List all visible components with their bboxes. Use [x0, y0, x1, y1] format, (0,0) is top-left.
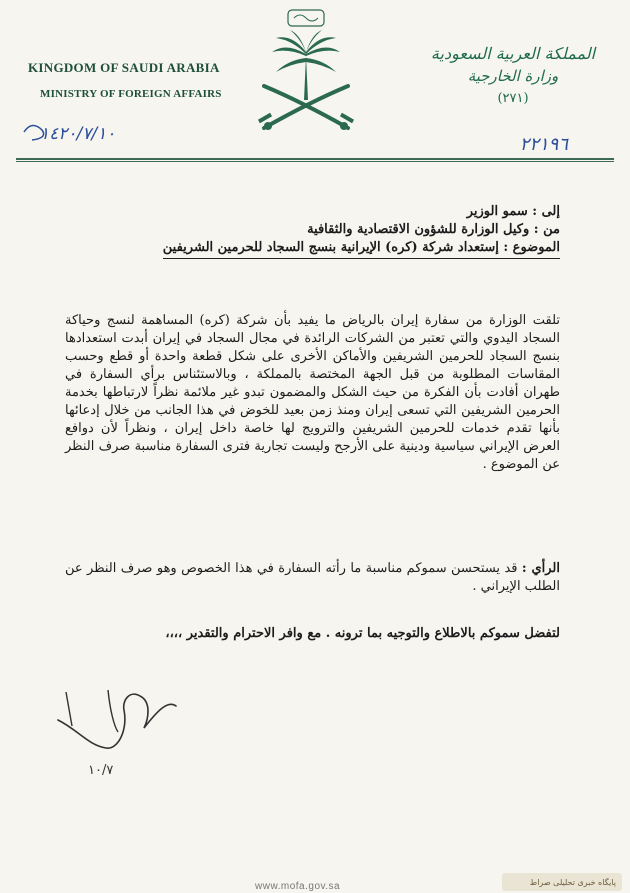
letterhead-arabic — [418, 44, 608, 106]
letterhead-ref-code: (٢٧١) — [497, 91, 529, 106]
footer-website: www.mofa.gov.sa — [255, 881, 341, 892]
signature-date: ١٠/٧ — [88, 763, 114, 778]
from-line: من : وكيل الوزارة للشؤون الاقتصادية والثقافية — [307, 222, 560, 237]
closing-line: لتفضل سموكم بالاطلاع والتوجيه بما ترونه . مع وافر الاحترام والتقدير ،،،، — [165, 626, 560, 641]
opinion-text: قد يستحسن سموكم مناسبة ما رأته السفارة في هذا الخصوص وهو صرف النظر عن الطلب الإيراني . — [65, 561, 560, 594]
letterhead-english — [28, 60, 222, 100]
handwritten-ref-number: ٢٢١٩٦ — [519, 134, 568, 155]
handwritten-signature — [48, 670, 198, 780]
opinion-paragraph — [65, 560, 560, 596]
header-divider-thin — [16, 161, 614, 162]
opinion-label: الرأي : — [521, 561, 561, 576]
header-divider — [16, 158, 614, 160]
watermark-text: پایگاه خبری تحلیلی صراط — [529, 878, 616, 887]
saudi-emblem-icon — [244, 8, 368, 140]
subject-line: الموضوع : إستعداد شركة (كره) الإيرانية بنسج السجاد للحرمين الشريفين — [163, 239, 560, 259]
main-paragraph: تلقت الوزارة من سفارة إيران بالرياض ما يفيد بأن شركة (كره) المساهمة لنسج وحياكة السجاد اليدوي والتي تعتبر من الشركات الرائدة في مجال السجاد في إيران أبدت استعدادها بنسج السجاد للحرمين الشريفين والأماكن الأخرى على شكل قطعة واحدة أو قطع وحسب المقاسات المطلوبة من قبل الجهة المختصة بالمملكة ، وبالاستئناس برأي السفارة في طهران أفادت بأن الفكرة من حيث الشكل والمضمون تبدو غير ملائمة نظراً لارتباطها بخدمة الحرمين الشريفين التي تسعى إيران ومنذ زمن بعيد للخوض في هذا الجانب من خلال إدعائها بأنها تقدم خدمات للحرمين الشريفين والترويج لها خاصة داخل إيران ، ونظراً لأن دوافع العرض الإيراني سياسية ودينية على الأرجح وليست تجارية فترى السفارة مناسبة صرف النظر عن الموضوع . — [65, 313, 560, 472]
kingdom-name-en: KINGDOM OF SAUDI ARABIA — [28, 60, 220, 75]
handwritten-date: ١٤٢٠/٧/١٠ — [40, 124, 116, 144]
ministry-name-ar: وزارة الخارجية — [467, 67, 559, 85]
kingdom-name-ar: المملكة العربية السعودية — [430, 44, 596, 63]
to-line: إلى : سمو الوزير — [466, 204, 560, 219]
footer — [0, 871, 630, 893]
addressee-block — [65, 203, 560, 259]
ministry-name-en: MINISTRY OF FOREIGN AFFAIRS — [40, 88, 222, 100]
